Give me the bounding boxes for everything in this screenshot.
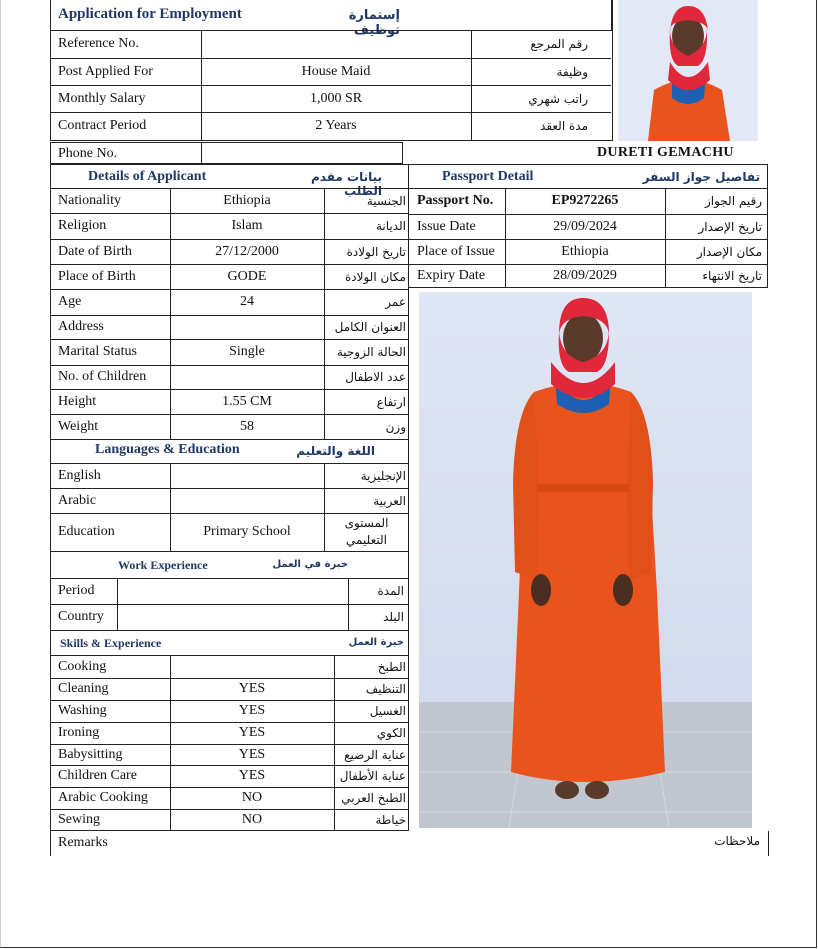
language-row-divider [50, 488, 409, 489]
top-row-label: Post Applied For [58, 63, 153, 79]
skill-row-label: Sewing [58, 812, 100, 827]
detail-row-label: Address [58, 319, 104, 334]
detail-row-vline1 [170, 213, 171, 239]
skill-row-ar: الكوي [376, 726, 406, 740]
passport-row-ar: تاريخ الإصدار [698, 219, 762, 234]
detail-row-vline1 [170, 414, 171, 439]
passport-row-vline1 [505, 188, 506, 214]
passport-row-vline1 [505, 264, 506, 288]
top-row-divider [50, 30, 611, 31]
detail-row-divider [50, 339, 409, 340]
detail-row-ar: ارتفاع [376, 394, 406, 409]
detail-row-label: Date of Birth [58, 243, 132, 259]
detail-row-ar: تاريخ الولادة [346, 244, 406, 259]
skill-row-divider [50, 722, 409, 723]
skill-row-value: YES [238, 703, 266, 718]
detail-row-divider [50, 414, 409, 415]
skill-row-vline1 [170, 787, 171, 809]
passport-row-divider [409, 188, 768, 189]
work-title-ar: خبرة في العمل [272, 559, 348, 570]
detail-row-vline2 [324, 315, 325, 339]
detail-row-vline1 [170, 188, 171, 213]
remarks-row [50, 831, 769, 856]
section-divider [50, 630, 409, 631]
passport-row-vline1 [505, 214, 506, 239]
languages-title-ar: اللغة والتعليم [296, 444, 375, 458]
detail-row-divider [50, 213, 409, 214]
top-row-value: 2 Years [315, 118, 357, 133]
passport-title-en: Passport Detail [442, 169, 534, 184]
detail-row-label: Religion [58, 218, 107, 233]
detail-row-label: Age [58, 294, 82, 309]
detail-row-value: Single [229, 344, 265, 359]
passport-row-vline2 [665, 264, 666, 288]
detail-row-divider [50, 239, 409, 240]
detail-row-ar: وزن [385, 419, 406, 434]
language-row-divider [50, 513, 409, 514]
passport-row-ar: رقيم الجواز [704, 194, 762, 208]
language-row-ar: العربية [373, 493, 406, 508]
detail-row-ar: عمر [385, 295, 406, 309]
detail-row-ar: مكان الولادة [344, 269, 406, 284]
detail-row-ar: الجنسية [366, 193, 406, 208]
languages-title-en: Languages & Education [95, 442, 240, 457]
language-row-vline1 [170, 463, 171, 488]
skill-row-value: NO [241, 812, 263, 827]
skill-row-divider [50, 655, 409, 656]
detail-row-label: Height [58, 393, 97, 409]
top-row-ar: رقم المرجع [530, 37, 588, 51]
passport-row-vline1 [505, 239, 506, 264]
skill-row-value: YES [238, 746, 266, 762]
detail-row-vline1 [170, 264, 171, 289]
skill-row-value: YES [238, 681, 266, 696]
language-row-divider [50, 463, 409, 464]
passport-row-value: 28/09/2029 [553, 268, 617, 283]
passport-row-vline2 [665, 188, 666, 214]
passport-row-value: EP9272265 [551, 193, 619, 208]
detail-row-divider [50, 389, 409, 390]
passport-row-ar: مكان الإصدار [696, 244, 762, 259]
top-row-label: Monthly Salary [58, 90, 146, 106]
skill-row-divider [50, 809, 409, 810]
phone-label: Phone No. [58, 146, 118, 161]
language-row-ar: المستوى التعليمي [344, 516, 389, 547]
detail-row-vline1 [170, 315, 171, 339]
detail-row-vline1 [170, 365, 171, 389]
detail-row-value: 27/12/2000 [215, 243, 279, 259]
top-row-label: Contract Period [58, 118, 147, 133]
language-row-vline1 [170, 488, 171, 513]
passport-row-label: Passport No. [417, 193, 494, 208]
skill-row-ar: خياطة [375, 813, 406, 827]
detail-row-divider [50, 264, 409, 265]
detail-row-label: Marital Status [58, 344, 137, 359]
detail-row-label: Nationality [58, 192, 121, 208]
work-row-divider [50, 604, 409, 605]
detail-row-value: GODE [227, 268, 267, 284]
language-row-vline1 [170, 513, 171, 551]
language-row-label: English [58, 467, 101, 483]
skill-row-divider [50, 787, 409, 788]
language-row-label: Education [58, 524, 115, 539]
detail-row-value: 24 [240, 294, 254, 309]
detail-row-ar: عدد الاطفال [345, 370, 406, 384]
full-body-photo [419, 292, 752, 828]
work-row-vline1 [117, 604, 118, 630]
top-row-value: 1,000 SR [309, 90, 363, 106]
detail-row-ar: العنوان الكامل [334, 320, 406, 334]
skill-row-label: Washing [58, 703, 107, 718]
top-row-value: House Maid [301, 63, 371, 79]
skill-row-vline1 [170, 700, 171, 722]
detail-row-vline2 [324, 365, 325, 389]
detail-row-vline2 [324, 389, 325, 414]
detail-row-label: No. of Children [58, 369, 147, 384]
skill-row-value: NO [241, 790, 263, 805]
skill-row-ar: الغسيل [369, 704, 406, 718]
skill-row-ar: الطبخ [377, 659, 406, 674]
skill-row-divider [50, 744, 409, 745]
detail-row-vline1 [170, 339, 171, 365]
passport-row-divider [409, 214, 768, 215]
skill-row-label: Ironing [58, 725, 100, 740]
skill-row-vline1 [170, 655, 171, 678]
skills-title-en: Skills & Experience [60, 636, 162, 650]
detail-row-vline1 [170, 239, 171, 264]
top-row-divider [50, 85, 611, 86]
skill-row-vline1 [170, 765, 171, 787]
title-ar: إستمارة توظيف [348, 8, 400, 38]
passport-row-value: Ethiopia [561, 243, 609, 259]
work-row-vline1 [117, 578, 118, 604]
top-row-ar: راتب شهري [528, 91, 588, 106]
detail-row-vline2 [324, 239, 325, 264]
skill-row-vline2 [334, 787, 335, 809]
detail-row-value: Ethiopia [223, 192, 271, 208]
passport-row-divider [409, 264, 768, 265]
work-row-ar: المدة [377, 584, 404, 598]
detail-row-ar: الحالة الزوجية [336, 345, 406, 359]
detail-row-value: Islam [231, 218, 263, 233]
detail-row-divider [50, 289, 409, 290]
language-row-vline2 [324, 513, 325, 551]
detail-row-vline1 [170, 289, 171, 315]
detail-row-vline2 [324, 339, 325, 365]
language-row-value: Primary School [203, 524, 291, 539]
detail-row-vline2 [324, 414, 325, 439]
skill-row-ar: عناية الرضيع [344, 747, 406, 762]
top-row-divider [50, 58, 611, 59]
skill-row-vline2 [334, 700, 335, 722]
top-row-label: Reference No. [58, 36, 139, 51]
passport-row-vline2 [665, 214, 666, 239]
work-row-divider [50, 578, 409, 579]
detail-row-vline2 [324, 188, 325, 213]
work-row-vline2 [348, 578, 349, 604]
skill-row-vline2 [334, 678, 335, 700]
skill-row-vline2 [334, 655, 335, 678]
skill-row-ar: التنظيف [365, 682, 406, 696]
skill-row-label: Babysitting [58, 746, 123, 762]
detail-row-vline2 [324, 289, 325, 315]
work-row-vline2 [348, 604, 349, 630]
details-title-ar: بيانات مقدم الطلب [311, 170, 382, 198]
skill-row-vline1 [170, 809, 171, 831]
skill-row-vline1 [170, 678, 171, 700]
detail-row-vline2 [324, 264, 325, 289]
skills-title-ar: خبرة العمل [348, 637, 404, 648]
skill-row-label: Children Care [58, 768, 137, 783]
skill-row-vline1 [170, 744, 171, 765]
applicant-name: DURETI GEMACHU [597, 145, 734, 160]
skill-row-vline2 [334, 744, 335, 765]
skill-row-vline2 [334, 765, 335, 787]
skill-row-ar: الطبخ العربي [341, 791, 406, 805]
work-row-ar: البلد [383, 610, 404, 624]
detail-row-divider [50, 365, 409, 366]
skill-row-vline2 [334, 809, 335, 831]
passport-row-label: Issue Date [417, 218, 476, 234]
top-row-ar: وظيفة [556, 64, 588, 79]
title-en: Application for Employment [58, 6, 242, 22]
language-row-vline2 [324, 488, 325, 513]
skill-row-label: Cleaning [58, 681, 109, 696]
skill-row-label: Arabic Cooking [58, 790, 148, 805]
language-row-label: Arabic [58, 492, 97, 508]
skill-row-ar: عناية الأطفال [339, 769, 406, 783]
passport-row-value: 29/09/2024 [553, 218, 617, 234]
skill-row-divider [50, 700, 409, 701]
passport-row-ar: تاريخ الانتهاء [702, 269, 762, 283]
work-row-label: Country [58, 609, 104, 624]
detail-row-label: Weight [58, 418, 99, 434]
remarks-ar: ملاحظات [714, 834, 760, 848]
skill-row-label: Cooking [58, 658, 107, 674]
section-divider [50, 439, 409, 440]
skill-row-value: YES [238, 768, 266, 783]
skill-row-value: YES [238, 725, 266, 740]
detail-row-divider [50, 188, 409, 189]
details-title-en: Details of Applicant [88, 169, 207, 184]
passport-row-label: Place of Issue [417, 243, 495, 259]
detail-row-vline2 [324, 213, 325, 239]
skill-row-divider [50, 678, 409, 679]
section-divider [50, 551, 409, 552]
work-row-label: Period [58, 583, 95, 598]
passport-title-ar: تفاصيل جواز السفر [642, 170, 760, 184]
language-row-vline2 [324, 463, 325, 488]
skill-row-divider [50, 765, 409, 766]
passport-row-label: Expiry Date [417, 268, 486, 283]
skill-row-vline2 [334, 722, 335, 744]
detail-row-label: Place of Birth [58, 268, 136, 284]
skill-row-vline1 [170, 722, 171, 744]
detail-row-value: 1.55 CM [222, 393, 272, 409]
remarks-label: Remarks [58, 835, 108, 850]
work-title-en: Work Experience [118, 558, 208, 572]
detail-row-ar: الديانة [375, 219, 406, 233]
detail-row-divider [50, 315, 409, 316]
passport-row-vline2 [665, 239, 666, 264]
passport-row-divider [409, 239, 768, 240]
headshot-photo [618, 0, 758, 141]
top-row-ar: مدة العقد [540, 119, 588, 133]
detail-row-vline1 [170, 389, 171, 414]
top-row-divider [50, 112, 611, 113]
detail-row-value: 58 [240, 418, 254, 434]
language-row-ar: الإنجليزية [360, 468, 406, 483]
